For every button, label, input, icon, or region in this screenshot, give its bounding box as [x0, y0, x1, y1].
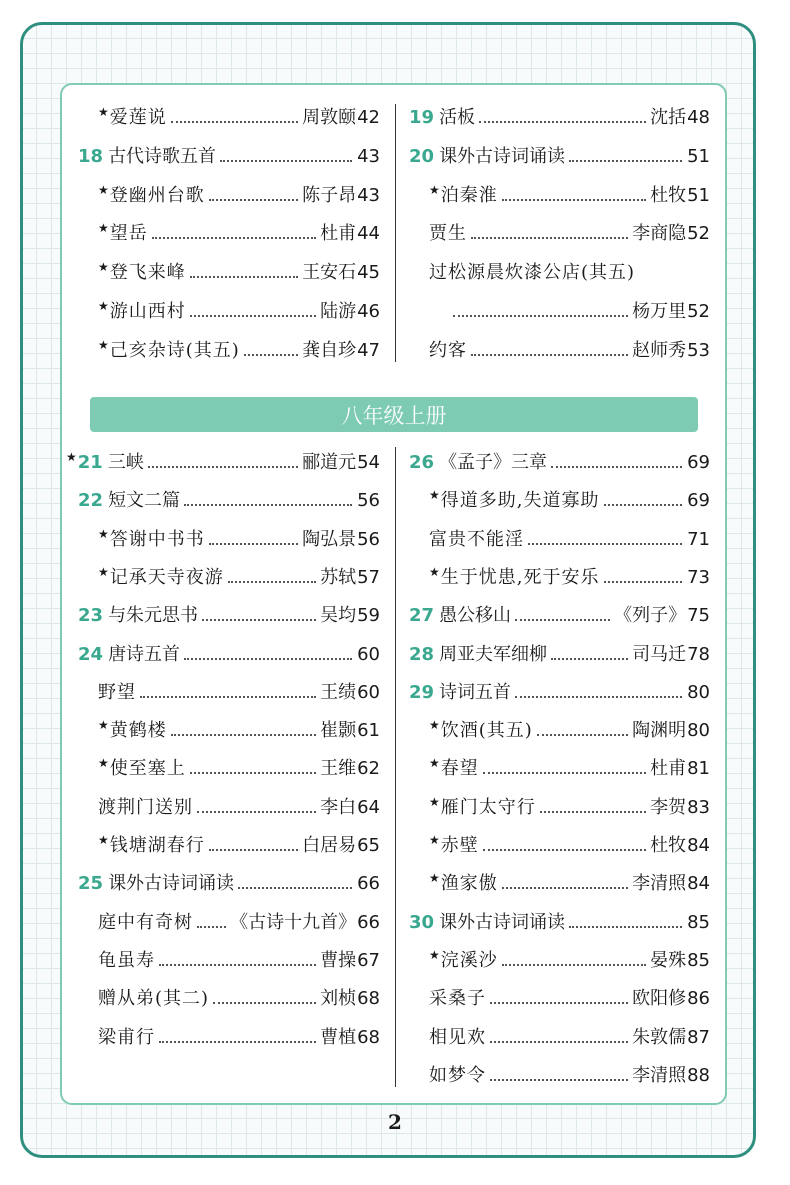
dot-leader — [551, 658, 628, 660]
entry-page: 65 — [357, 835, 380, 856]
dot-leader — [453, 315, 628, 317]
entry-title: 贾生 — [429, 223, 467, 245]
entry-title: 钱塘湖春行 — [109, 835, 205, 856]
entry-title: 爱莲说 — [109, 107, 167, 128]
star-icon: ★ — [98, 260, 109, 275]
entry-title: 登幽州台歌 — [109, 184, 205, 206]
star-icon: ★ — [98, 718, 109, 733]
dot-leader — [528, 543, 682, 545]
entry-title: 唐诗五首 — [108, 643, 181, 665]
toc-entry[interactable] — [78, 640, 380, 666]
entry-page: 80 — [687, 681, 710, 703]
entry-page: 46 — [357, 301, 380, 322]
entry-author: 李清照 — [632, 1064, 687, 1086]
entry-title: 使至塞上 — [109, 758, 186, 780]
entry-author: 杜甫 — [650, 758, 687, 780]
dot-leader — [159, 1041, 316, 1043]
entry-page: 62 — [357, 758, 380, 780]
entry-title: 记承天寺夜游 — [109, 566, 224, 588]
section-heading — [90, 397, 698, 432]
entry-title: 登飞来峰 — [109, 262, 186, 284]
entry-page: 45 — [357, 262, 380, 284]
entry-title: 富贵不能淫 — [429, 528, 524, 550]
entry-author: 王绩 — [320, 681, 357, 703]
page-number: 2 — [388, 1110, 402, 1134]
entry-title: 约客 — [429, 339, 467, 361]
entry-author: 杜甫 — [320, 223, 357, 245]
lesson-number: 20 — [409, 145, 435, 167]
toc-entry[interactable] — [429, 984, 710, 1010]
entry-page: 83 — [687, 796, 710, 818]
dot-leader — [483, 772, 646, 774]
entry-page: 48 — [687, 107, 710, 128]
star-icon: ★ — [98, 105, 109, 119]
dot-leader — [184, 658, 352, 660]
entry-title: 泊秦淮 — [440, 184, 498, 206]
dot-leader — [197, 926, 226, 928]
entry-author: 曹植 — [320, 1026, 357, 1048]
dot-leader — [604, 581, 683, 583]
entry-author: 苏轼 — [320, 566, 357, 588]
entry-page: 69 — [687, 452, 710, 473]
entry-page: 57 — [357, 566, 380, 588]
toc-entry[interactable] — [429, 946, 710, 972]
entry-title: 相见欢 — [429, 1026, 486, 1048]
star-icon: ★ — [98, 337, 109, 352]
entry-page: 78 — [687, 643, 710, 665]
star-icon: ★ — [98, 182, 109, 197]
entry-page: 60 — [357, 681, 380, 703]
toc-entry[interactable] — [429, 219, 710, 245]
toc-entry[interactable] — [98, 831, 380, 857]
toc-entry[interactable] — [98, 563, 380, 589]
toc-entry[interactable] — [78, 869, 380, 895]
entry-title: 过松源晨炊漆公店(其五) — [429, 262, 636, 284]
entry-page: 66 — [357, 911, 380, 933]
star-icon: ★ — [429, 871, 440, 886]
entry-page: 75 — [687, 605, 710, 627]
lesson-number: 25 — [78, 873, 104, 895]
lesson-number: 27 — [409, 605, 435, 627]
entry-title: 活板 — [439, 107, 476, 128]
star-icon: ★ — [429, 833, 440, 847]
dot-leader — [171, 121, 298, 123]
entry-title: 古代诗歌五首 — [108, 145, 217, 167]
entry-author: 王维 — [320, 758, 357, 780]
toc-entry[interactable] — [98, 181, 380, 207]
toc-entry[interactable] — [429, 754, 710, 780]
dot-leader — [197, 811, 316, 813]
entry-author: 赵师秀 — [632, 339, 687, 361]
lesson-number: 23 — [78, 605, 104, 627]
dot-leader — [604, 504, 683, 506]
toc-entry[interactable] — [429, 793, 710, 819]
entry-page: 43 — [357, 184, 380, 206]
entry-page: 52 — [687, 301, 710, 322]
toc-entry[interactable] — [409, 601, 710, 627]
entry-author: 李贺 — [650, 796, 687, 818]
toc-entry[interactable] — [98, 716, 380, 742]
toc-entry[interactable] — [98, 258, 380, 284]
toc-entry[interactable] — [429, 258, 710, 284]
entry-title: 浣溪沙 — [440, 949, 498, 971]
dot-leader — [238, 887, 352, 889]
entry-page: 56 — [357, 528, 380, 550]
toc-entry[interactable] — [429, 525, 710, 551]
entry-title: 短文二篇 — [108, 490, 181, 512]
entry-author: 朱敦儒 — [632, 1026, 687, 1048]
toc-entry[interactable] — [98, 336, 380, 362]
dot-leader — [502, 964, 646, 966]
dot-leader — [490, 1041, 628, 1043]
toc-entry[interactable] — [98, 525, 380, 551]
entry-author: 杜牧 — [650, 184, 687, 206]
entry-page: 68 — [357, 1026, 380, 1048]
dot-leader — [551, 466, 682, 468]
entry-author: 刘桢 — [320, 988, 357, 1010]
entry-author: 杨万里 — [632, 301, 687, 322]
toc-entry[interactable] — [78, 601, 380, 627]
entry-page: 86 — [687, 988, 710, 1010]
dot-leader — [502, 199, 646, 201]
dot-leader — [228, 581, 316, 583]
toc-entry[interactable] — [429, 716, 710, 742]
entry-page: 85 — [687, 911, 710, 933]
entry-title: 赠从弟(其二) — [98, 988, 210, 1010]
dot-leader — [152, 237, 316, 239]
toc-entry[interactable] — [98, 103, 380, 129]
dot-leader — [220, 160, 352, 162]
lesson-number: 22 — [78, 490, 104, 512]
dot-leader — [190, 315, 316, 317]
lesson-number: 28 — [409, 643, 435, 665]
dot-leader — [471, 354, 628, 356]
entry-title: 与朱元思书 — [108, 605, 199, 627]
entry-author: 欧阳修 — [632, 988, 687, 1010]
entry-page: 47 — [357, 339, 380, 361]
entry-page: 73 — [687, 566, 710, 588]
entry-title: 课外古诗词诵读 — [439, 911, 566, 933]
dot-leader — [540, 811, 646, 813]
entry-page: 84 — [687, 835, 710, 856]
dot-leader — [515, 619, 610, 621]
entry-title: 课外古诗词诵读 — [439, 145, 566, 167]
entry-page: 43 — [357, 145, 380, 167]
dot-leader — [537, 734, 628, 736]
entry-page: 53 — [687, 339, 710, 361]
entry-title: 饮酒(其五) — [440, 720, 533, 742]
entry-title: 愚公移山 — [439, 605, 512, 627]
entry-page: 54 — [357, 452, 380, 473]
entry-page: 67 — [357, 949, 380, 971]
entry-page: 80 — [687, 720, 710, 742]
entry-page: 66 — [357, 873, 380, 895]
entry-title: 答谢中书书 — [109, 528, 205, 550]
entry-page: 52 — [687, 223, 710, 245]
toc-entry[interactable] — [409, 908, 710, 934]
entry-title: 采桑子 — [429, 988, 486, 1010]
toc-entry[interactable] — [429, 181, 710, 207]
entry-title: 雁门太守行 — [440, 796, 536, 818]
dot-leader — [483, 849, 646, 851]
dot-leader — [140, 696, 316, 698]
lesson-number: 26 — [409, 452, 435, 473]
entry-author: 白居易 — [302, 835, 357, 856]
dot-leader — [190, 772, 316, 774]
toc-entry[interactable] — [429, 563, 710, 589]
toc-entry[interactable] — [66, 448, 380, 474]
entry-title: 渔家傲 — [440, 873, 498, 895]
entry-title: 如梦令 — [429, 1064, 486, 1086]
entry-title: 梁甫行 — [98, 1026, 155, 1048]
lesson-number: 19 — [409, 107, 435, 128]
entry-page: 51 — [687, 184, 710, 206]
toc-entry[interactable] — [409, 640, 710, 666]
dot-leader — [171, 734, 316, 736]
entry-title: 得道多助,失道寡助 — [440, 490, 600, 512]
star-icon: ★ — [429, 718, 440, 733]
dot-leader — [502, 887, 628, 889]
entry-author: 李商隐 — [632, 223, 687, 245]
toc-entry[interactable] — [98, 793, 380, 819]
entry-author: 司马迁 — [632, 643, 687, 665]
entry-author: 陶弘景 — [302, 528, 357, 550]
dot-leader — [209, 199, 298, 201]
star-icon: ★ — [98, 299, 109, 313]
star-icon: ★ — [98, 526, 109, 541]
lesson-number: 21 — [77, 452, 103, 473]
dot-leader — [490, 1079, 628, 1081]
dot-leader — [202, 619, 316, 621]
star-icon: ★ — [98, 221, 109, 236]
star-icon: ★ — [66, 450, 77, 464]
toc-entry[interactable] — [98, 1023, 380, 1049]
entry-page: 87 — [687, 1026, 710, 1048]
entry-title: 龟虽寿 — [98, 949, 155, 971]
entry-title: 生于忧患,死于安乐 — [440, 566, 600, 588]
entry-page: 61 — [357, 720, 380, 742]
dot-leader — [190, 276, 298, 278]
toc-entry[interactable] — [98, 678, 380, 704]
entry-author: 《古诗十九首》 — [230, 911, 357, 933]
entry-author: 龚自珍 — [302, 339, 357, 361]
entry-author: 陈子昂 — [302, 184, 357, 206]
star-icon: ★ — [98, 564, 109, 579]
entry-author: 陶渊明 — [632, 720, 687, 742]
dot-leader — [213, 1002, 316, 1004]
entry-page: 44 — [357, 223, 380, 245]
entry-title: 己亥杂诗(其五) — [109, 339, 240, 361]
entry-author: 崔颢 — [320, 720, 357, 742]
entry-page: 69 — [687, 490, 710, 512]
lesson-number: 29 — [409, 681, 435, 703]
entry-title: 《孟子》三章 — [439, 452, 548, 473]
toc-entry[interactable] — [449, 297, 710, 323]
toc-entry[interactable] — [98, 754, 380, 780]
column-divider-top — [395, 104, 396, 362]
entry-page: 56 — [357, 490, 380, 512]
star-icon: ★ — [98, 833, 109, 847]
entry-page: 51 — [687, 145, 710, 167]
entry-page: 71 — [687, 528, 710, 550]
entry-author: 周敦颐 — [302, 107, 357, 128]
entry-page: 60 — [357, 643, 380, 665]
toc-entry[interactable] — [98, 946, 380, 972]
entry-page: 85 — [687, 949, 710, 971]
toc-entry[interactable] — [98, 219, 380, 245]
entry-author: 郦道元 — [302, 452, 357, 473]
entry-title: 野望 — [98, 681, 136, 703]
toc-entry[interactable] — [409, 103, 710, 129]
star-icon: ★ — [429, 794, 440, 809]
lesson-number: 24 — [78, 643, 104, 665]
dot-leader — [479, 121, 646, 123]
dot-leader — [159, 964, 316, 966]
toc-entry[interactable] — [78, 486, 380, 512]
dot-leader — [209, 543, 298, 545]
entry-author: 杜牧 — [650, 835, 687, 856]
toc-entry[interactable] — [429, 1061, 710, 1087]
toc-entry[interactable] — [98, 984, 380, 1010]
entry-author: 曹操 — [320, 949, 357, 971]
toc-entry[interactable] — [98, 908, 380, 934]
entry-page: 68 — [357, 988, 380, 1010]
entry-page: 88 — [687, 1064, 710, 1086]
entry-title: 望岳 — [109, 223, 148, 245]
lesson-number: 30 — [409, 911, 435, 933]
dot-leader — [569, 926, 682, 928]
section-title: 八年级上册 — [341, 403, 447, 428]
toc-entry[interactable] — [429, 869, 710, 895]
entry-page: 84 — [687, 873, 710, 895]
dot-leader — [209, 849, 298, 851]
entry-author: 李白 — [320, 796, 357, 818]
dot-leader — [490, 1002, 628, 1004]
toc-entry[interactable] — [98, 297, 380, 323]
toc-entry[interactable] — [429, 486, 710, 512]
entry-page: 59 — [357, 605, 380, 627]
toc-entry[interactable] — [409, 142, 710, 168]
entry-author: 吴均 — [320, 605, 357, 627]
entry-author: 李清照 — [632, 873, 687, 895]
entry-author: 王安石 — [302, 262, 357, 284]
star-icon: ★ — [429, 182, 440, 197]
dot-leader — [471, 237, 628, 239]
toc-entry[interactable] — [78, 142, 380, 168]
toc-entry[interactable] — [429, 1023, 710, 1049]
entry-author: 陆游 — [320, 301, 357, 322]
entry-page: 64 — [357, 796, 380, 818]
entry-title: 游山西村 — [109, 301, 186, 322]
star-icon: ★ — [429, 488, 440, 503]
entry-page: 81 — [687, 758, 710, 780]
star-icon: ★ — [429, 947, 440, 962]
entry-title: 诗词五首 — [439, 681, 512, 703]
dot-leader — [515, 696, 682, 698]
entry-page: 42 — [357, 107, 380, 128]
dot-leader — [184, 504, 352, 506]
entry-title: 庭中有奇树 — [98, 911, 193, 933]
entry-title: 周亚夫军细柳 — [439, 643, 548, 665]
entry-title: 黄鹤楼 — [109, 720, 167, 742]
toc-entry[interactable] — [429, 831, 710, 857]
star-icon: ★ — [429, 564, 440, 579]
toc-entry[interactable] — [409, 448, 710, 474]
entry-title: 赤壁 — [440, 835, 479, 856]
toc-entry[interactable] — [429, 336, 710, 362]
entry-title: 课外古诗词诵读 — [108, 873, 235, 895]
entry-author: 沈括 — [650, 107, 687, 128]
entry-author: 《列子》 — [614, 605, 687, 627]
dot-leader — [569, 160, 682, 162]
dot-leader — [244, 354, 298, 356]
star-icon: ★ — [98, 756, 109, 771]
lesson-number: 18 — [78, 145, 104, 167]
entry-title: 渡荆门送别 — [98, 796, 193, 818]
column-divider-bottom — [395, 447, 396, 1087]
entry-title: 春望 — [440, 758, 479, 780]
entry-author: 晏殊 — [650, 949, 687, 971]
dot-leader — [148, 466, 298, 468]
entry-title: 三峡 — [107, 452, 144, 473]
toc-entry[interactable] — [409, 678, 710, 704]
star-icon: ★ — [429, 756, 440, 771]
